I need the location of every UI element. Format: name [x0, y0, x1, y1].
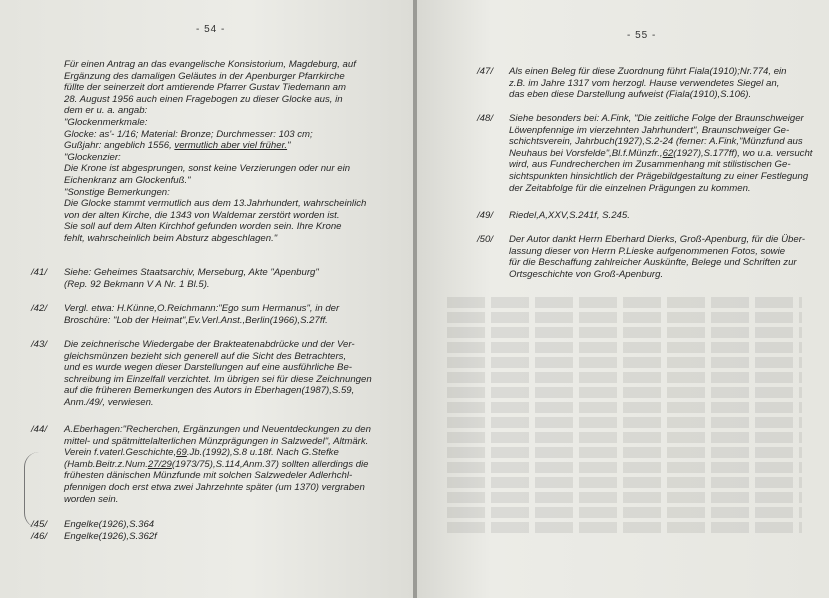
footnote-underlined: 69 — [176, 447, 187, 459]
intro-line: Die Glocke stammt vermutlich aus dem 13.Jahrhundert, wahrscheinlich — [64, 198, 367, 210]
footnote-line: Riedel,A,XXV,S.241f, S.245. — [509, 210, 630, 221]
intro-line-gussjahr — [64, 140, 380, 152]
footnote-number: /46/ — [31, 531, 48, 542]
footnote-body — [509, 234, 815, 280]
footnote-line: das eben diese Darstellung aufweist (Fiala(1910),S.106). — [509, 89, 752, 101]
footnote-body — [64, 424, 382, 505]
footnote-line: pfennigen doch erst etwa zwei Jahrzehnte später (um 1370) vergraben — [64, 481, 365, 493]
footnote-text: (Hamb.Beitr.z.Num. — [64, 458, 148, 470]
footnote-line: auf die früheren Bemerkungen des Autors in Eberhagen(1987),S.59, — [64, 385, 355, 397]
intro-line: Sie soll auf dem Alten Kirchhof gefunden worden sein. Ihre Krone — [64, 221, 342, 233]
footnote-line: Der Autor dankt Herrn Eberhard Dierks, Groß-Apenburg, für die Über- — [509, 234, 805, 245]
footnote-line: der Zeitabfolge für die einzelnen Prägungen zu kommen. — [509, 182, 751, 194]
footnote-number: /43/ — [31, 339, 48, 350]
footnote-number: /50/ — [477, 234, 494, 245]
page-number-left: - 54 - — [196, 24, 226, 35]
intro-line: Eichenkranz am Glockenfuß." — [64, 174, 191, 186]
page-number-right: - 55 - — [627, 30, 657, 41]
right-page — [417, 0, 829, 598]
footnote-line — [64, 447, 382, 459]
intro-line: Für einen Antrag an das evangelische Konsistorium, Magdeburg, auf — [64, 59, 356, 70]
footnote-body — [64, 303, 382, 326]
footnote-line: worden sein. — [64, 493, 119, 505]
footnote-underlined: 27/29 — [147, 458, 172, 470]
footnote-text: (1973/75),S.114,Anm.37) sollten allerdings die — [171, 458, 369, 470]
footnote-number: /41/ — [31, 267, 48, 278]
footnote-line: Siehe: Geheimes Staatsarchiv, Merseburg, Akte "Apenburg" — [64, 267, 319, 278]
footnote-text: Neuhaus bei Vorsfelde",Bl.f.Münzfr., — [509, 147, 663, 159]
footnote-text: Verein f.vaterl.Geschichte, — [64, 447, 177, 459]
footnote-line: und es wurde wegen dieser Darstellungen auf eine ausführliche Be- — [64, 362, 352, 374]
intro-line: 28. August 1956 auch einen Fragebogen zu dieser Glocke aus, in — [64, 93, 343, 105]
intro-line: Glocke: as'- 1/16; Material: Bronze; Durchmesser: 103 cm; — [64, 128, 313, 140]
footnote-number: /44/ — [31, 424, 48, 435]
footnote-line: gleichsmünzen bezieht sich generell auf die Sicht des Betrachters, — [64, 350, 347, 362]
intro-line: füllte der seinerzeit dort amtierende Pfarrer Gustav Tiedemann am — [64, 82, 346, 94]
footnote-line: Ortsgeschichte von Groß-Apenburg. — [509, 268, 664, 280]
footnote-line: schichtsverein, Jahrbuch(1927),S.2-24 (ferner: A.Fink,"Münzfund aus — [509, 136, 803, 148]
footnote-number: /47/ — [477, 66, 494, 77]
footnote-number: /45/ — [31, 519, 48, 530]
footnote-body — [509, 113, 815, 194]
footnote-line: Anm./49/, verwiesen. — [64, 396, 154, 408]
footnote-number: /49/ — [477, 210, 494, 221]
gussjahr-underlined: vermutlich aber viel früher. — [174, 140, 288, 152]
pencil-mark — [24, 452, 39, 528]
footnote-number: /48/ — [477, 113, 494, 124]
footnote-line — [509, 148, 815, 160]
gussjahr-prefix: Gußjahr: angeblich 1556, — [64, 140, 175, 152]
footnote-line: sichtspunkten hinsichtlich der Prägebildgestaltung zu einer Festlegung — [509, 170, 809, 182]
footnote-line: schreibung im Einzelfall verzichtet. Im übrigen sei für diese Zeichnungen — [64, 373, 372, 385]
footnote-line: Als einen Beleg für diese Zuordnung führt Fiala(1910);Nr.774, ein — [509, 66, 787, 77]
intro-line: "Glockenmerkmale: — [64, 116, 148, 128]
footnote-body — [64, 339, 382, 409]
intro-paragraph — [64, 59, 380, 245]
footnote-line: Engelke(1926),S.362f — [64, 531, 157, 542]
footnote-text: .Jb.(1992),S.8 u.18f. Nach G.Stefke — [186, 447, 339, 459]
footnote-line: (Rep. 92 Bekmann V A Nr. 1 Bl.5). — [64, 278, 210, 290]
footnote-line: wird, aus Fundrecherchen im Zusammenhang mit stilistischen Ge- — [509, 159, 791, 171]
intro-line: fehlt, wahrscheinlich beim Absturz abgeschlagen." — [64, 232, 278, 244]
footnote-line: frühesten dänischen Münzfunde mit solchen Salzwedeler Adlerhchl- — [64, 470, 353, 482]
footnote-line: Engelke(1926),S.364 — [64, 519, 155, 530]
footnote-text: (1927),S.177ff), wo u.a. versucht — [673, 147, 813, 159]
intro-line: "Sonstige Bemerkungen: — [64, 186, 170, 198]
footnote-line: Löwenpfennige im vierzehnten Jahrhundert", Braunschweiger Ge- — [509, 124, 790, 136]
intro-line: Ergänzung des damaligen Geläutes in der Apenburger Pfarrkirche — [64, 70, 345, 82]
intro-line: dem er u. a. angab: — [64, 105, 148, 117]
footnote-line: z.B. im Jahre 1317 vom herzogl. Hause verwendetes Siegel an, — [509, 77, 780, 89]
intro-line: Die Krone ist abgesprungen, sonst keine Verzierungen oder nur ein — [64, 163, 351, 175]
footnote-body — [64, 519, 382, 531]
footnote-line: Vergl. etwa: H.Künne,O.Reichmann:"Ego sum Hermanus", in der — [64, 303, 340, 314]
footnote-line: Die zeichnerische Wiedergabe der Brakteatenabdrücke und der Ver- — [64, 339, 355, 350]
footnote-line: lassung dieser von Herrn P.Lieske aufgenommenen Fotos, sowie — [509, 245, 786, 257]
intro-line: "Glockenzier: — [64, 151, 121, 163]
footnote-body — [64, 267, 382, 290]
footnote-line: A.Eberhagen:"Recherchen, Ergänzungen und Neuentdeckungen zu den — [64, 424, 371, 435]
footnote-line — [64, 459, 382, 471]
footnote-underlined: 62 — [662, 147, 674, 159]
footnote-body — [509, 66, 815, 101]
gussjahr-suffix: " — [287, 140, 291, 152]
footnote-line: für die Beschaffung zahlreicher Auskünfte, Belege und Schriften zur — [509, 257, 797, 269]
footnote-line: Broschüre: "Lob der Heimat",Ev.Verl.Anst.,Berlin(1966),S.27ff. — [64, 314, 328, 326]
intro-line: von der alten Kirche, die 1343 von Waldemar zerstört worden ist. — [64, 209, 340, 221]
footnote-line: mittel- und spätmittelalterlichen Münzprägungen in Salzwedel", Altmärk. — [64, 435, 369, 447]
footnote-number: /42/ — [31, 303, 48, 314]
bleed-through-texture — [447, 297, 802, 547]
footnote-body — [64, 531, 382, 543]
footnote-body — [509, 210, 815, 222]
footnote-line: Siehe besonders bei: A.Fink, "Die zeitliche Folge der Braunschweiger — [509, 113, 804, 124]
